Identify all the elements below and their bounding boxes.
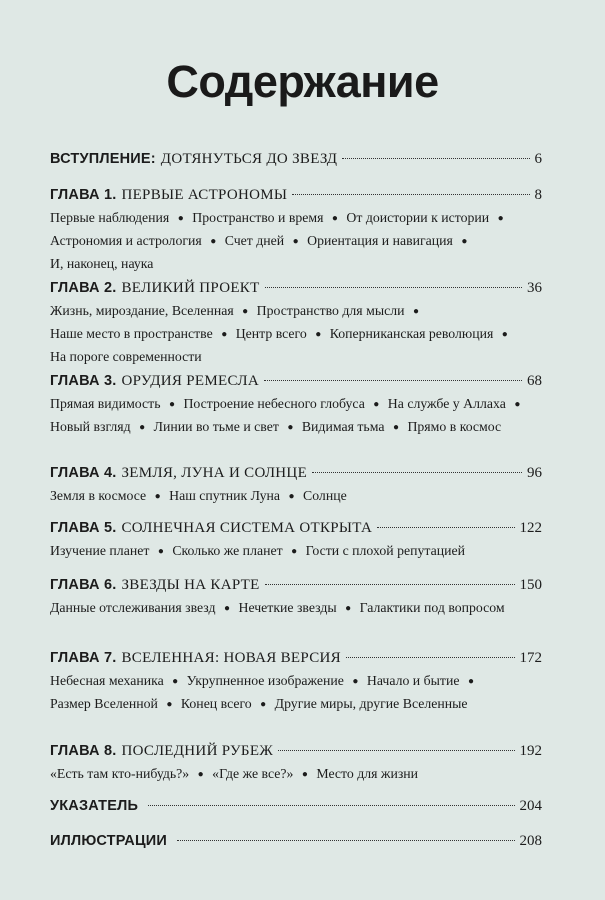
dot-leader bbox=[264, 380, 522, 381]
entry-label: ВСТУПЛЕНИЕ: bbox=[50, 151, 156, 167]
subsection-list bbox=[50, 207, 542, 274]
chapter-label: ГЛАВА 5. bbox=[50, 520, 117, 536]
page-number: 6 bbox=[534, 151, 542, 167]
subsection-list bbox=[50, 597, 542, 620]
chapter-name: ЗЕМЛЯ, ЛУНА И СОЛНЦЕ bbox=[121, 465, 308, 481]
subsection-title[interactable]: Коперниканская революция bbox=[329, 326, 494, 341]
subsection-list bbox=[50, 300, 542, 367]
chapter-name: СОЛНЕЧНАЯ СИСТЕМА ОТКРЫТА bbox=[121, 520, 373, 536]
bullet-separator-icon: ● bbox=[177, 213, 184, 224]
subsection-list bbox=[50, 670, 542, 716]
bullet-separator-icon: ● bbox=[501, 329, 508, 340]
bullet-separator-icon: ● bbox=[288, 491, 295, 502]
page-title: Содержание bbox=[166, 56, 439, 107]
subsection-title[interactable]: Прямо в космос bbox=[407, 419, 502, 434]
subsection-title[interactable]: Конец всего bbox=[180, 696, 252, 711]
subsection-list bbox=[50, 763, 542, 786]
bullet-separator-icon: ● bbox=[373, 399, 380, 410]
page-number: 96 bbox=[527, 465, 542, 481]
bullet-separator-icon: ● bbox=[139, 422, 146, 433]
subsection-title[interactable]: На пороге современности bbox=[50, 349, 202, 364]
bullet-separator-icon: ● bbox=[242, 306, 249, 317]
entry-name: ДОТЯНУТЬСЯ ДО ЗВЕЗД bbox=[160, 151, 338, 167]
subsection-title[interactable]: Другие миры, другие Вселенные bbox=[274, 696, 468, 711]
entry-label: ИЛЛЮСТРАЦИИ bbox=[50, 833, 168, 849]
bullet-separator-icon: ● bbox=[168, 399, 175, 410]
bullet-separator-icon: ● bbox=[157, 546, 164, 557]
toc-entry-chapter-8[interactable] bbox=[50, 740, 542, 786]
chapter-name: ВЕЛИКИЙ ПРОЕКТ bbox=[121, 280, 260, 296]
chapter-name: ПОСЛЕДНИЙ РУБЕЖ bbox=[121, 743, 274, 759]
dot-leader bbox=[265, 287, 522, 288]
subsection-title[interactable]: На службе у Аллаха bbox=[387, 396, 506, 411]
entry-label: УКАЗАТЕЛЬ bbox=[50, 798, 139, 814]
bullet-separator-icon: ● bbox=[223, 603, 231, 614]
bullet-separator-icon: ● bbox=[210, 236, 217, 247]
chapter-name: ВСЕЛЕННАЯ: НОВАЯ ВЕРСИЯ bbox=[121, 650, 341, 666]
subsection-title[interactable]: Данные отслеживания звезд bbox=[50, 600, 216, 615]
dot-leader bbox=[148, 805, 514, 806]
chapter-label: ГЛАВА 1. bbox=[50, 187, 117, 203]
subsection-title[interactable]: Нечеткие звезды bbox=[238, 600, 337, 615]
subsection-title[interactable]: Видимая тьма bbox=[301, 419, 385, 434]
subsection-title[interactable]: Галактики под вопросом bbox=[359, 600, 505, 615]
bullet-separator-icon: ● bbox=[392, 422, 399, 433]
subsection-title[interactable]: Пространство и время bbox=[192, 210, 324, 225]
bullet-separator-icon: ● bbox=[345, 603, 352, 614]
subsection-title[interactable]: Гости с плохой репутацией bbox=[305, 543, 465, 558]
dot-leader bbox=[346, 657, 515, 658]
toc-entry-illustrations[interactable] bbox=[50, 830, 542, 852]
bullet-separator-icon: ● bbox=[331, 213, 338, 224]
chapter-label: ГЛАВА 7. bbox=[50, 650, 117, 666]
toc-entry-chapter-5[interactable] bbox=[50, 517, 542, 563]
subsection-title[interactable]: Наш спутник Луна bbox=[169, 488, 281, 503]
dot-leader bbox=[265, 584, 515, 585]
chapter-name: ПЕРВЫЕ АСТРОНОМЫ bbox=[121, 187, 288, 203]
subsection-title[interactable]: И, наконец, наука bbox=[50, 256, 154, 271]
bullet-separator-icon: ● bbox=[260, 699, 267, 710]
subsection-title[interactable]: Жизнь, мироздание, Вселенная bbox=[50, 303, 234, 318]
subsection-title[interactable]: Новый взгляд bbox=[50, 419, 131, 434]
bullet-separator-icon: ● bbox=[514, 399, 521, 410]
page-number: 8 bbox=[534, 187, 542, 203]
subsection-title[interactable]: От доистории к истории bbox=[346, 210, 490, 225]
bullet-separator-icon: ● bbox=[154, 491, 161, 502]
dot-leader bbox=[278, 750, 514, 751]
subsection-title[interactable]: Центр всего bbox=[235, 326, 307, 341]
subsection-list bbox=[50, 485, 542, 508]
bullet-separator-icon: ● bbox=[315, 329, 322, 340]
bullet-separator-icon: ● bbox=[197, 769, 204, 780]
subsection-title[interactable]: Изучение планет bbox=[50, 543, 150, 558]
chapter-name: ЗВЕЗДЫ НА КАРТЕ bbox=[121, 577, 260, 593]
subsection-title[interactable]: Сколько же планет bbox=[172, 543, 283, 558]
toc-entry-chapter-1[interactable] bbox=[50, 184, 542, 274]
subsection-title[interactable]: Размер Вселенной bbox=[50, 696, 158, 711]
bullet-separator-icon: ● bbox=[172, 676, 179, 687]
chapter-name: ОРУДИЯ РЕМЕСЛА bbox=[121, 373, 260, 389]
chapter-label: ГЛАВА 6. bbox=[50, 577, 117, 593]
chapter-label: ГЛАВА 4. bbox=[50, 465, 117, 481]
dot-leader bbox=[292, 194, 529, 195]
page-number: 36 bbox=[527, 280, 542, 296]
toc-entry-chapter-2[interactable] bbox=[50, 277, 542, 367]
subsection-title[interactable]: Наше место в пространстве bbox=[50, 326, 213, 341]
toc-entry-chapter-3[interactable] bbox=[50, 370, 542, 439]
chapter-label: ГЛАВА 3. bbox=[50, 373, 117, 389]
dot-leader bbox=[177, 840, 514, 841]
page-number: 204 bbox=[519, 798, 542, 814]
bullet-separator-icon: ● bbox=[352, 676, 359, 687]
page-number: 68 bbox=[527, 373, 542, 389]
chapter-label: ГЛАВА 8. bbox=[50, 743, 117, 759]
subsection-list bbox=[50, 393, 542, 439]
subsection-title[interactable]: Земля в космосе bbox=[50, 488, 147, 503]
dot-leader bbox=[342, 158, 529, 159]
subsection-title[interactable]: Счет дней bbox=[224, 233, 285, 248]
subsection-title[interactable]: «Где же все?» bbox=[212, 766, 294, 781]
subsection-title[interactable]: Небесная механика bbox=[50, 673, 164, 688]
subsection-list bbox=[50, 540, 542, 563]
subsection-title[interactable]: Ориентация и навигация bbox=[307, 233, 453, 248]
subsection-title[interactable]: Пространство для мысли bbox=[256, 303, 405, 318]
bullet-separator-icon: ● bbox=[412, 306, 419, 317]
bullet-separator-icon: ● bbox=[287, 422, 294, 433]
subsection-title[interactable]: Укрупненное изображение bbox=[186, 673, 344, 688]
dot-leader bbox=[312, 472, 522, 473]
subsection-title[interactable]: Линии во тьме и свет bbox=[153, 419, 279, 434]
subsection-title[interactable]: Прямая видимость bbox=[50, 396, 161, 411]
subsection-title[interactable]: Начало и бытие bbox=[366, 673, 460, 688]
subsection-title[interactable]: Солнце bbox=[303, 488, 347, 503]
subsection-title[interactable]: Построение небесного глобуса bbox=[183, 396, 365, 411]
bullet-separator-icon: ● bbox=[497, 213, 504, 224]
bullet-separator-icon: ● bbox=[461, 236, 468, 247]
toc-entry-intro[interactable] bbox=[50, 148, 542, 170]
subsection-title[interactable]: Астрономия и астрология bbox=[50, 233, 202, 248]
subsection-title[interactable]: «Есть там кто-нибудь?» bbox=[50, 766, 190, 781]
bullet-separator-icon: ● bbox=[221, 329, 228, 340]
page-number: 150 bbox=[519, 577, 542, 593]
page-number: 208 bbox=[519, 833, 542, 849]
subsection-title[interactable]: Первые наблюдения bbox=[50, 210, 170, 225]
toc-entry-chapter-6[interactable] bbox=[50, 574, 542, 620]
bullet-separator-icon: ● bbox=[292, 236, 299, 247]
bullet-separator-icon: ● bbox=[291, 546, 298, 557]
toc-entry-chapter-7[interactable] bbox=[50, 647, 542, 716]
page-number: 122 bbox=[519, 520, 542, 536]
toc-entry-index[interactable] bbox=[50, 795, 542, 817]
toc-entry-chapter-4[interactable] bbox=[50, 462, 542, 508]
dot-leader bbox=[377, 527, 514, 528]
chapter-label: ГЛАВА 2. bbox=[50, 280, 117, 296]
bullet-separator-icon: ● bbox=[467, 676, 474, 687]
page-number: 172 bbox=[519, 650, 542, 666]
subsection-title[interactable]: Место для жизни bbox=[316, 766, 419, 781]
bullet-separator-icon: ● bbox=[301, 769, 308, 780]
bullet-separator-icon: ● bbox=[166, 699, 173, 710]
page-number: 192 bbox=[519, 743, 542, 759]
